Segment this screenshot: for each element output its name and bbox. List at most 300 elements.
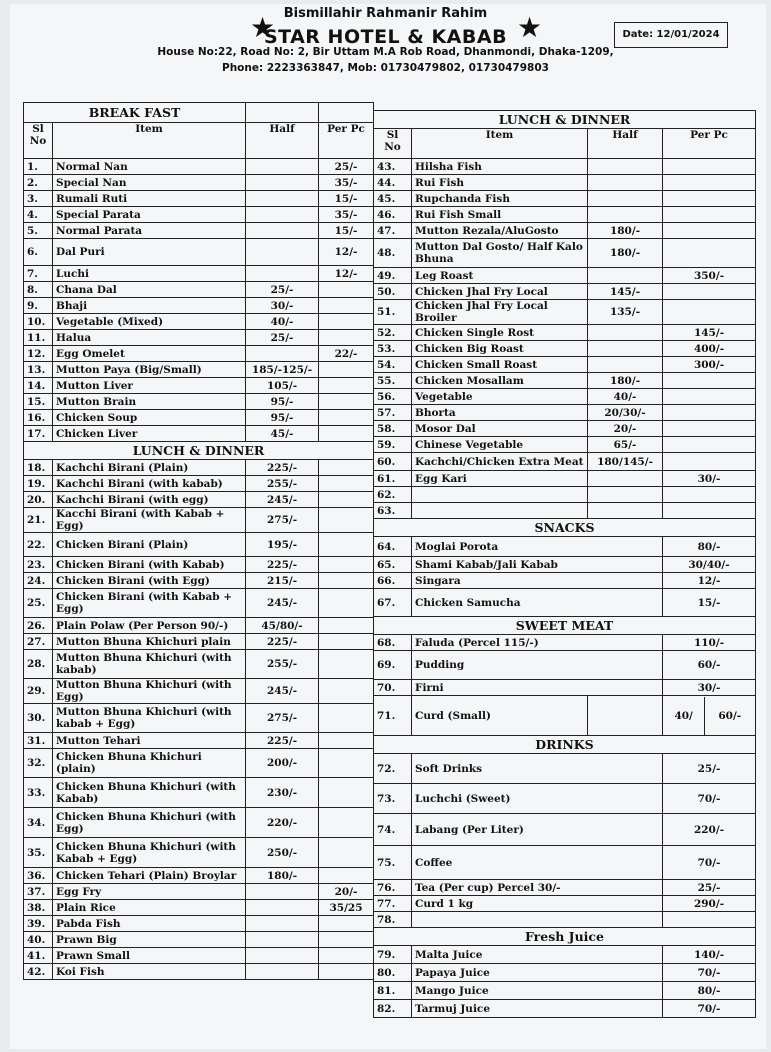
item-price-half: 180/145/- — [588, 453, 663, 471]
item-price-half: 220/- — [246, 808, 319, 838]
hotel-phone: Phone: 2223363847, Mob: 01730479802, 01730479803 — [222, 62, 549, 74]
item-price-per-pc — [319, 964, 374, 980]
item-name: Chicken Birani (Plain) — [53, 533, 246, 557]
item-price-half: 245/- — [246, 679, 319, 704]
item-price-per-pc — [663, 405, 756, 421]
item-price-half: 250/- — [246, 838, 319, 868]
section-title-snacks: SNACKS — [374, 519, 756, 537]
item-price-half: 40/- — [588, 389, 663, 405]
item-sl: 17. — [24, 426, 53, 442]
item-price-half: 180/- — [588, 239, 663, 268]
item-price-per-pc — [663, 437, 756, 453]
item-sl: 77. — [374, 896, 412, 912]
item-sl: 78. — [374, 912, 412, 928]
item-sl: 32. — [24, 749, 53, 778]
item-sl: 51. — [374, 300, 412, 325]
item-price-per-pc — [319, 916, 374, 932]
item-price-half — [246, 884, 319, 900]
item-name: Chicken Jhal Fry Local Broiler — [412, 300, 588, 325]
item-price: 30/40/- — [663, 557, 756, 573]
left-menu-table — [23, 102, 374, 980]
item-price-half — [588, 191, 663, 207]
item-price-per-pc — [319, 749, 374, 778]
item-name: Chicken Soup — [53, 410, 246, 426]
item-price-half: 20/30/- — [588, 405, 663, 421]
item-price-half — [246, 964, 319, 980]
item-price: 12/- — [663, 573, 756, 589]
item-price-half: 65/- — [588, 437, 663, 453]
item-name: Firni — [412, 680, 663, 696]
item-price-half — [588, 471, 663, 487]
item-price-half: 105/- — [246, 378, 319, 394]
item-price-half — [588, 159, 663, 175]
item-name: Mutton Tehari — [53, 733, 246, 749]
item-price-small: 40/ — [663, 697, 704, 735]
item-name: Plain Rice — [53, 900, 246, 916]
item-price-per-pc — [319, 733, 374, 749]
item-sl: 66. — [374, 573, 412, 589]
column-header-sl: Sl No — [24, 123, 53, 159]
item-name: Pabda Fish — [53, 916, 246, 932]
item-price-half — [588, 175, 663, 191]
hotel-name: STAR HOTEL & KABAB — [263, 26, 508, 48]
item-name — [412, 503, 588, 519]
item-sl: 20. — [24, 492, 53, 508]
item-name: Chicken Jhal Fry Local — [412, 284, 588, 300]
item-price: 110/- — [663, 635, 756, 651]
item-sl: 39. — [24, 916, 53, 932]
item-name: Mutton Bhuna Khichuri (with Egg) — [53, 679, 246, 704]
item-price-half: 275/- — [246, 508, 319, 533]
item-name: Chicken Big Roast — [412, 341, 588, 357]
item-sl: 76. — [374, 880, 412, 896]
item-sl: 46. — [374, 207, 412, 223]
item-price-half: 245/- — [246, 492, 319, 508]
item-name: Chicken Birani (with Egg) — [53, 573, 246, 589]
item-sl: 75. — [374, 846, 412, 880]
item-name: Chicken Bhuna Khichuri (plain) — [53, 749, 246, 778]
item-price-half: 215/- — [246, 573, 319, 589]
item-price-half: 135/- — [588, 300, 663, 325]
item-price: 60/- — [663, 651, 756, 680]
item-price-half — [246, 900, 319, 916]
item-price-per-pc — [319, 778, 374, 808]
item-price-per-pc: 35/- — [319, 207, 374, 223]
item-price-split — [663, 696, 756, 736]
item-name: Papaya Juice — [412, 964, 663, 982]
item-sl: 82. — [374, 1000, 412, 1018]
column-header-item: Item — [412, 129, 588, 159]
item-price-half — [246, 207, 319, 223]
item-price: 80/- — [663, 537, 756, 557]
item-name: Koi Fish — [53, 964, 246, 980]
item-name: Mutton Bhuna Khichuri (with kabab + Egg) — [53, 704, 246, 733]
item-name — [412, 912, 663, 928]
item-sl: 68. — [374, 635, 412, 651]
item-price-per-pc — [319, 557, 374, 573]
item-price-half — [588, 487, 663, 503]
item-price-half — [588, 341, 663, 357]
column-header-sl: Sl No — [374, 129, 412, 159]
column-header-half: Half — [588, 129, 663, 159]
item-price-half: 225/- — [246, 557, 319, 573]
item-price-per-pc — [663, 207, 756, 223]
item-price-per-pc: 300/- — [663, 357, 756, 373]
item-name: Mosor Dal — [412, 421, 588, 437]
item-price-per-pc — [663, 503, 756, 519]
item-name: Mutton Paya (Big/Small) — [53, 362, 246, 378]
item-sl: 7. — [24, 266, 53, 282]
item-price: 290/- — [663, 896, 756, 912]
item-price-per-pc: 12/- — [319, 239, 374, 266]
item-price-half: 145/- — [588, 284, 663, 300]
item-price-per-pc: 30/- — [663, 471, 756, 487]
item-price-half: 225/- — [246, 634, 319, 650]
item-price-large: 60/- — [718, 709, 742, 722]
item-price-half: 185/-125/- — [246, 362, 319, 378]
section-title-lunch-dinner: LUNCH & DINNER — [374, 111, 756, 129]
item-sl: 38. — [24, 900, 53, 916]
item-price-half — [588, 207, 663, 223]
column-header-per-pc: Per Pc — [319, 123, 374, 159]
item-name: Rui Fish — [412, 175, 588, 191]
item-price-blank — [588, 696, 663, 736]
item-price: 220/- — [663, 814, 756, 846]
item-price-half: 180/- — [246, 868, 319, 884]
item-price-half: 255/- — [246, 476, 319, 492]
item-sl: 57. — [374, 405, 412, 421]
item-name: Moglai Porota — [412, 537, 663, 557]
item-price-per-pc — [663, 159, 756, 175]
item-price-per-pc — [319, 650, 374, 679]
item-price-half — [246, 266, 319, 282]
bismillah-text: Bismillahir Rahmanir Rahim — [283, 6, 488, 21]
item-price-per-pc — [319, 932, 374, 948]
item-name: Kachchi Birani (with kabab) — [53, 476, 246, 492]
item-name: Mutton Bhuna Khichuri (with kabab) — [53, 650, 246, 679]
item-price-half: 180/- — [588, 223, 663, 239]
item-price: 30/- — [663, 680, 756, 696]
item-name: Rupchanda Fish — [412, 191, 588, 207]
item-price-per-pc — [319, 330, 374, 346]
item-price-half: 20/- — [588, 421, 663, 437]
item-sl: 4. — [24, 207, 53, 223]
item-price-half: 225/- — [246, 460, 319, 476]
item-name: Normal Nan — [53, 159, 246, 175]
item-price-half: 195/- — [246, 533, 319, 557]
item-price-per-pc — [663, 373, 756, 389]
item-sl: 14. — [24, 378, 53, 394]
item-price-per-pc — [319, 460, 374, 476]
star-icon: ★ — [517, 11, 543, 44]
item-price-per-pc — [319, 533, 374, 557]
item-price-per-pc — [663, 389, 756, 405]
item-price-per-pc — [663, 223, 756, 239]
item-name: Tarmuj Juice — [412, 1000, 663, 1018]
item-name: Vegetable — [412, 389, 588, 405]
item-price-per-pc: 145/- — [663, 325, 756, 341]
item-price-per-pc: 350/- — [663, 268, 756, 284]
hotel-address: House No:22, Road No: 2, Bir Uttam M.A Rob Road, Dhanmondi, Dhaka-1209, — [157, 46, 614, 58]
item-sl: 26. — [24, 618, 53, 634]
item-price: 70/- — [663, 1000, 756, 1018]
item-price-half: 275/- — [246, 704, 319, 733]
item-price-half — [246, 239, 319, 266]
item-name: Prawn Big — [53, 932, 246, 948]
item-price-per-pc — [663, 284, 756, 300]
item-name: Chicken Birani (with Kabab) — [53, 557, 246, 573]
item-price-per-pc — [663, 175, 756, 191]
item-sl: 72. — [374, 754, 412, 784]
item-price-half: 180/- — [588, 373, 663, 389]
item-name: Leg Roast — [412, 268, 588, 284]
item-name: Prawn Small — [53, 948, 246, 964]
item-name: Luchchi (Sweet) — [412, 784, 663, 814]
item-price-half — [588, 268, 663, 284]
item-name: Egg Kari — [412, 471, 588, 487]
item-price-half — [246, 916, 319, 932]
item-price-per-pc: 12/- — [319, 266, 374, 282]
item-name: Mutton Dal Gosto/ Half Kalo Bhuna — [412, 239, 588, 268]
item-sl: 2. — [24, 175, 53, 191]
item-price-per-pc — [319, 362, 374, 378]
item-sl: 8. — [24, 282, 53, 298]
item-name: Chinese Vegetable — [412, 437, 588, 453]
item-sl: 30. — [24, 704, 53, 733]
item-sl: 81. — [374, 982, 412, 1000]
item-name: Bhorta — [412, 405, 588, 421]
item-price-per-pc — [663, 421, 756, 437]
item-name: Special Parata — [53, 207, 246, 223]
item-price-per-pc — [663, 487, 756, 503]
section-title-drinks: DRINKS — [374, 736, 756, 754]
item-price-half — [246, 159, 319, 175]
item-name: Kachchi/Chicken Extra Meat — [412, 453, 588, 471]
star-icon: ★ — [250, 11, 276, 44]
item-sl: 61. — [374, 471, 412, 487]
item-sl: 34. — [24, 808, 53, 838]
item-sl: 1. — [24, 159, 53, 175]
item-name: Soft Drinks — [412, 754, 663, 784]
item-sl: 35. — [24, 838, 53, 868]
item-name — [412, 487, 588, 503]
item-sl: 43. — [374, 159, 412, 175]
item-name: Mutton Brain — [53, 394, 246, 410]
item-sl: 52. — [374, 325, 412, 341]
item-name: Chicken Bhuna Khichuri (with Egg) — [53, 808, 246, 838]
column-header-per-pc: Per Pc — [663, 129, 756, 159]
item-name: Mutton Liver — [53, 378, 246, 394]
item-sl: 60. — [374, 453, 412, 471]
item-price-half — [246, 932, 319, 948]
item-price-per-pc: 35/25 — [319, 900, 374, 916]
item-price-per-pc: 15/- — [319, 223, 374, 239]
item-price-half — [246, 223, 319, 239]
item-sl: 73. — [374, 784, 412, 814]
item-name: Chicken Mosallam — [412, 373, 588, 389]
item-name: Chicken Birani (with Kabab + Egg) — [53, 589, 246, 618]
item-price-per-pc — [319, 868, 374, 884]
item-name: Rumali Ruti — [53, 191, 246, 207]
item-name: Bhaji — [53, 298, 246, 314]
item-price-per-pc: 35/- — [319, 175, 374, 191]
item-price-per-pc: 15/- — [319, 191, 374, 207]
item-price-per-pc — [319, 298, 374, 314]
item-sl: 6. — [24, 239, 53, 266]
item-sl: 54. — [374, 357, 412, 373]
item-price-half: 200/- — [246, 749, 319, 778]
item-price: 25/- — [663, 880, 756, 896]
item-name: Tea (Per cup) Percel 30/- — [412, 880, 663, 896]
item-price-per-pc — [319, 618, 374, 634]
item-sl: 5. — [24, 223, 53, 239]
item-price: 15/- — [663, 589, 756, 617]
item-name: Pudding — [412, 651, 663, 680]
item-price: 140/- — [663, 946, 756, 964]
item-price-half: 25/- — [246, 282, 319, 298]
item-price-half: 25/- — [246, 330, 319, 346]
item-name: Kachchi Birani (with egg) — [53, 492, 246, 508]
item-name: Mutton Rezala/AluGosto — [412, 223, 588, 239]
item-name: Vegetable (Mixed) — [53, 314, 246, 330]
item-sl: 24. — [24, 573, 53, 589]
item-sl: 37. — [24, 884, 53, 900]
item-price-half — [588, 325, 663, 341]
item-price-per-pc — [319, 808, 374, 838]
item-sl: 12. — [24, 346, 53, 362]
item-sl: 15. — [24, 394, 53, 410]
item-name: Chicken Liver — [53, 426, 246, 442]
item-price-per-pc — [319, 508, 374, 533]
item-name: Egg Omelet — [53, 346, 246, 362]
item-sl: 23. — [24, 557, 53, 573]
item-name: Mutton Bhuna Khichuri plain — [53, 634, 246, 650]
item-price-half — [246, 948, 319, 964]
item-price-half: 45/80/- — [246, 618, 319, 634]
item-sl: 59. — [374, 437, 412, 453]
item-price-half — [246, 175, 319, 191]
item-price-per-pc — [663, 191, 756, 207]
item-price: 70/- — [663, 964, 756, 982]
item-name: Dal Puri — [53, 239, 246, 266]
item-price-half: 255/- — [246, 650, 319, 679]
item-name: Chicken Single Rost — [412, 325, 588, 341]
item-name: Labang (Per Liter) — [412, 814, 663, 846]
item-price: 70/- — [663, 846, 756, 880]
item-name: Mango Juice — [412, 982, 663, 1000]
item-name: Malta Juice — [412, 946, 663, 964]
item-sl: 79. — [374, 946, 412, 964]
item-price-per-pc — [319, 679, 374, 704]
item-sl: 80. — [374, 964, 412, 982]
item-name: Normal Parata — [53, 223, 246, 239]
item-sl: 50. — [374, 284, 412, 300]
item-name: Chicken Bhuna Khichuri (with Kabab + Egg) — [53, 838, 246, 868]
item-sl: 55. — [374, 373, 412, 389]
blank-cell — [319, 103, 374, 123]
item-price-per-pc: 25/- — [319, 159, 374, 175]
section-title-sweet-meat: SWEET MEAT — [374, 617, 756, 635]
item-price-per-pc — [319, 394, 374, 410]
date-box: Date: 12/01/2024 — [614, 22, 728, 48]
item-sl: 25. — [24, 589, 53, 618]
item-sl: 42. — [24, 964, 53, 980]
item-price-per-pc — [319, 314, 374, 330]
item-name: Kacchi Birani (with Kabab + Egg) — [53, 508, 246, 533]
item-sl: 31. — [24, 733, 53, 749]
item-price-half: 245/- — [246, 589, 319, 618]
section-title-lunch-dinner: LUNCH & DINNER — [24, 442, 374, 460]
item-sl: 53. — [374, 341, 412, 357]
item-sl: 18. — [24, 460, 53, 476]
item-price-per-pc — [663, 239, 756, 268]
item-price-per-pc — [319, 410, 374, 426]
item-price-per-pc — [319, 634, 374, 650]
item-sl: 58. — [374, 421, 412, 437]
item-name: Curd 1 kg — [412, 896, 663, 912]
item-name: Chicken Samucha — [412, 589, 663, 617]
item-sl: 33. — [24, 778, 53, 808]
item-price-half: 30/- — [246, 298, 319, 314]
section-title-breakfast: BREAK FAST — [24, 103, 246, 123]
item-name: Halua — [53, 330, 246, 346]
item-name: Rui Fish Small — [412, 207, 588, 223]
item-price-per-pc — [319, 838, 374, 868]
item-price-per-pc — [319, 573, 374, 589]
item-price-half: 45/- — [246, 426, 319, 442]
item-price-per-pc — [319, 492, 374, 508]
item-price-per-pc — [319, 704, 374, 733]
item-name: Plain Polaw (Per Person 90/-) — [53, 618, 246, 634]
item-sl: 40. — [24, 932, 53, 948]
item-sl: 29. — [24, 679, 53, 704]
item-sl: 74. — [374, 814, 412, 846]
item-name: Faluda (Percel 115/-) — [412, 635, 663, 651]
right-menu-table — [373, 110, 756, 1018]
item-sl: 10. — [24, 314, 53, 330]
item-price: 25/- — [663, 754, 756, 784]
item-price — [663, 912, 756, 928]
item-sl: 64. — [374, 537, 412, 557]
item-sl: 70. — [374, 680, 412, 696]
item-name: Curd (Small) — [412, 696, 588, 736]
item-price-half — [246, 346, 319, 362]
item-price-per-pc — [319, 426, 374, 442]
item-price-per-pc — [319, 948, 374, 964]
column-header-half: Half — [246, 123, 319, 159]
item-sl: 11. — [24, 330, 53, 346]
item-sl: 16. — [24, 410, 53, 426]
item-sl: 21. — [24, 508, 53, 533]
menu-header — [0, 0, 771, 100]
item-sl: 47. — [374, 223, 412, 239]
item-sl: 28. — [24, 650, 53, 679]
item-sl: 63. — [374, 503, 412, 519]
item-price-per-pc: 400/- — [663, 341, 756, 357]
item-name: Chicken Small Roast — [412, 357, 588, 373]
item-price-half: 230/- — [246, 778, 319, 808]
item-name: Chana Dal — [53, 282, 246, 298]
item-price-per-pc — [663, 300, 756, 325]
item-sl: 41. — [24, 948, 53, 964]
item-sl: 44. — [374, 175, 412, 191]
item-sl: 3. — [24, 191, 53, 207]
item-sl: 71. — [374, 696, 412, 736]
item-price-per-pc — [319, 476, 374, 492]
blank-cell — [246, 103, 319, 123]
item-price-per-pc: 20/- — [319, 884, 374, 900]
item-price-half — [588, 503, 663, 519]
